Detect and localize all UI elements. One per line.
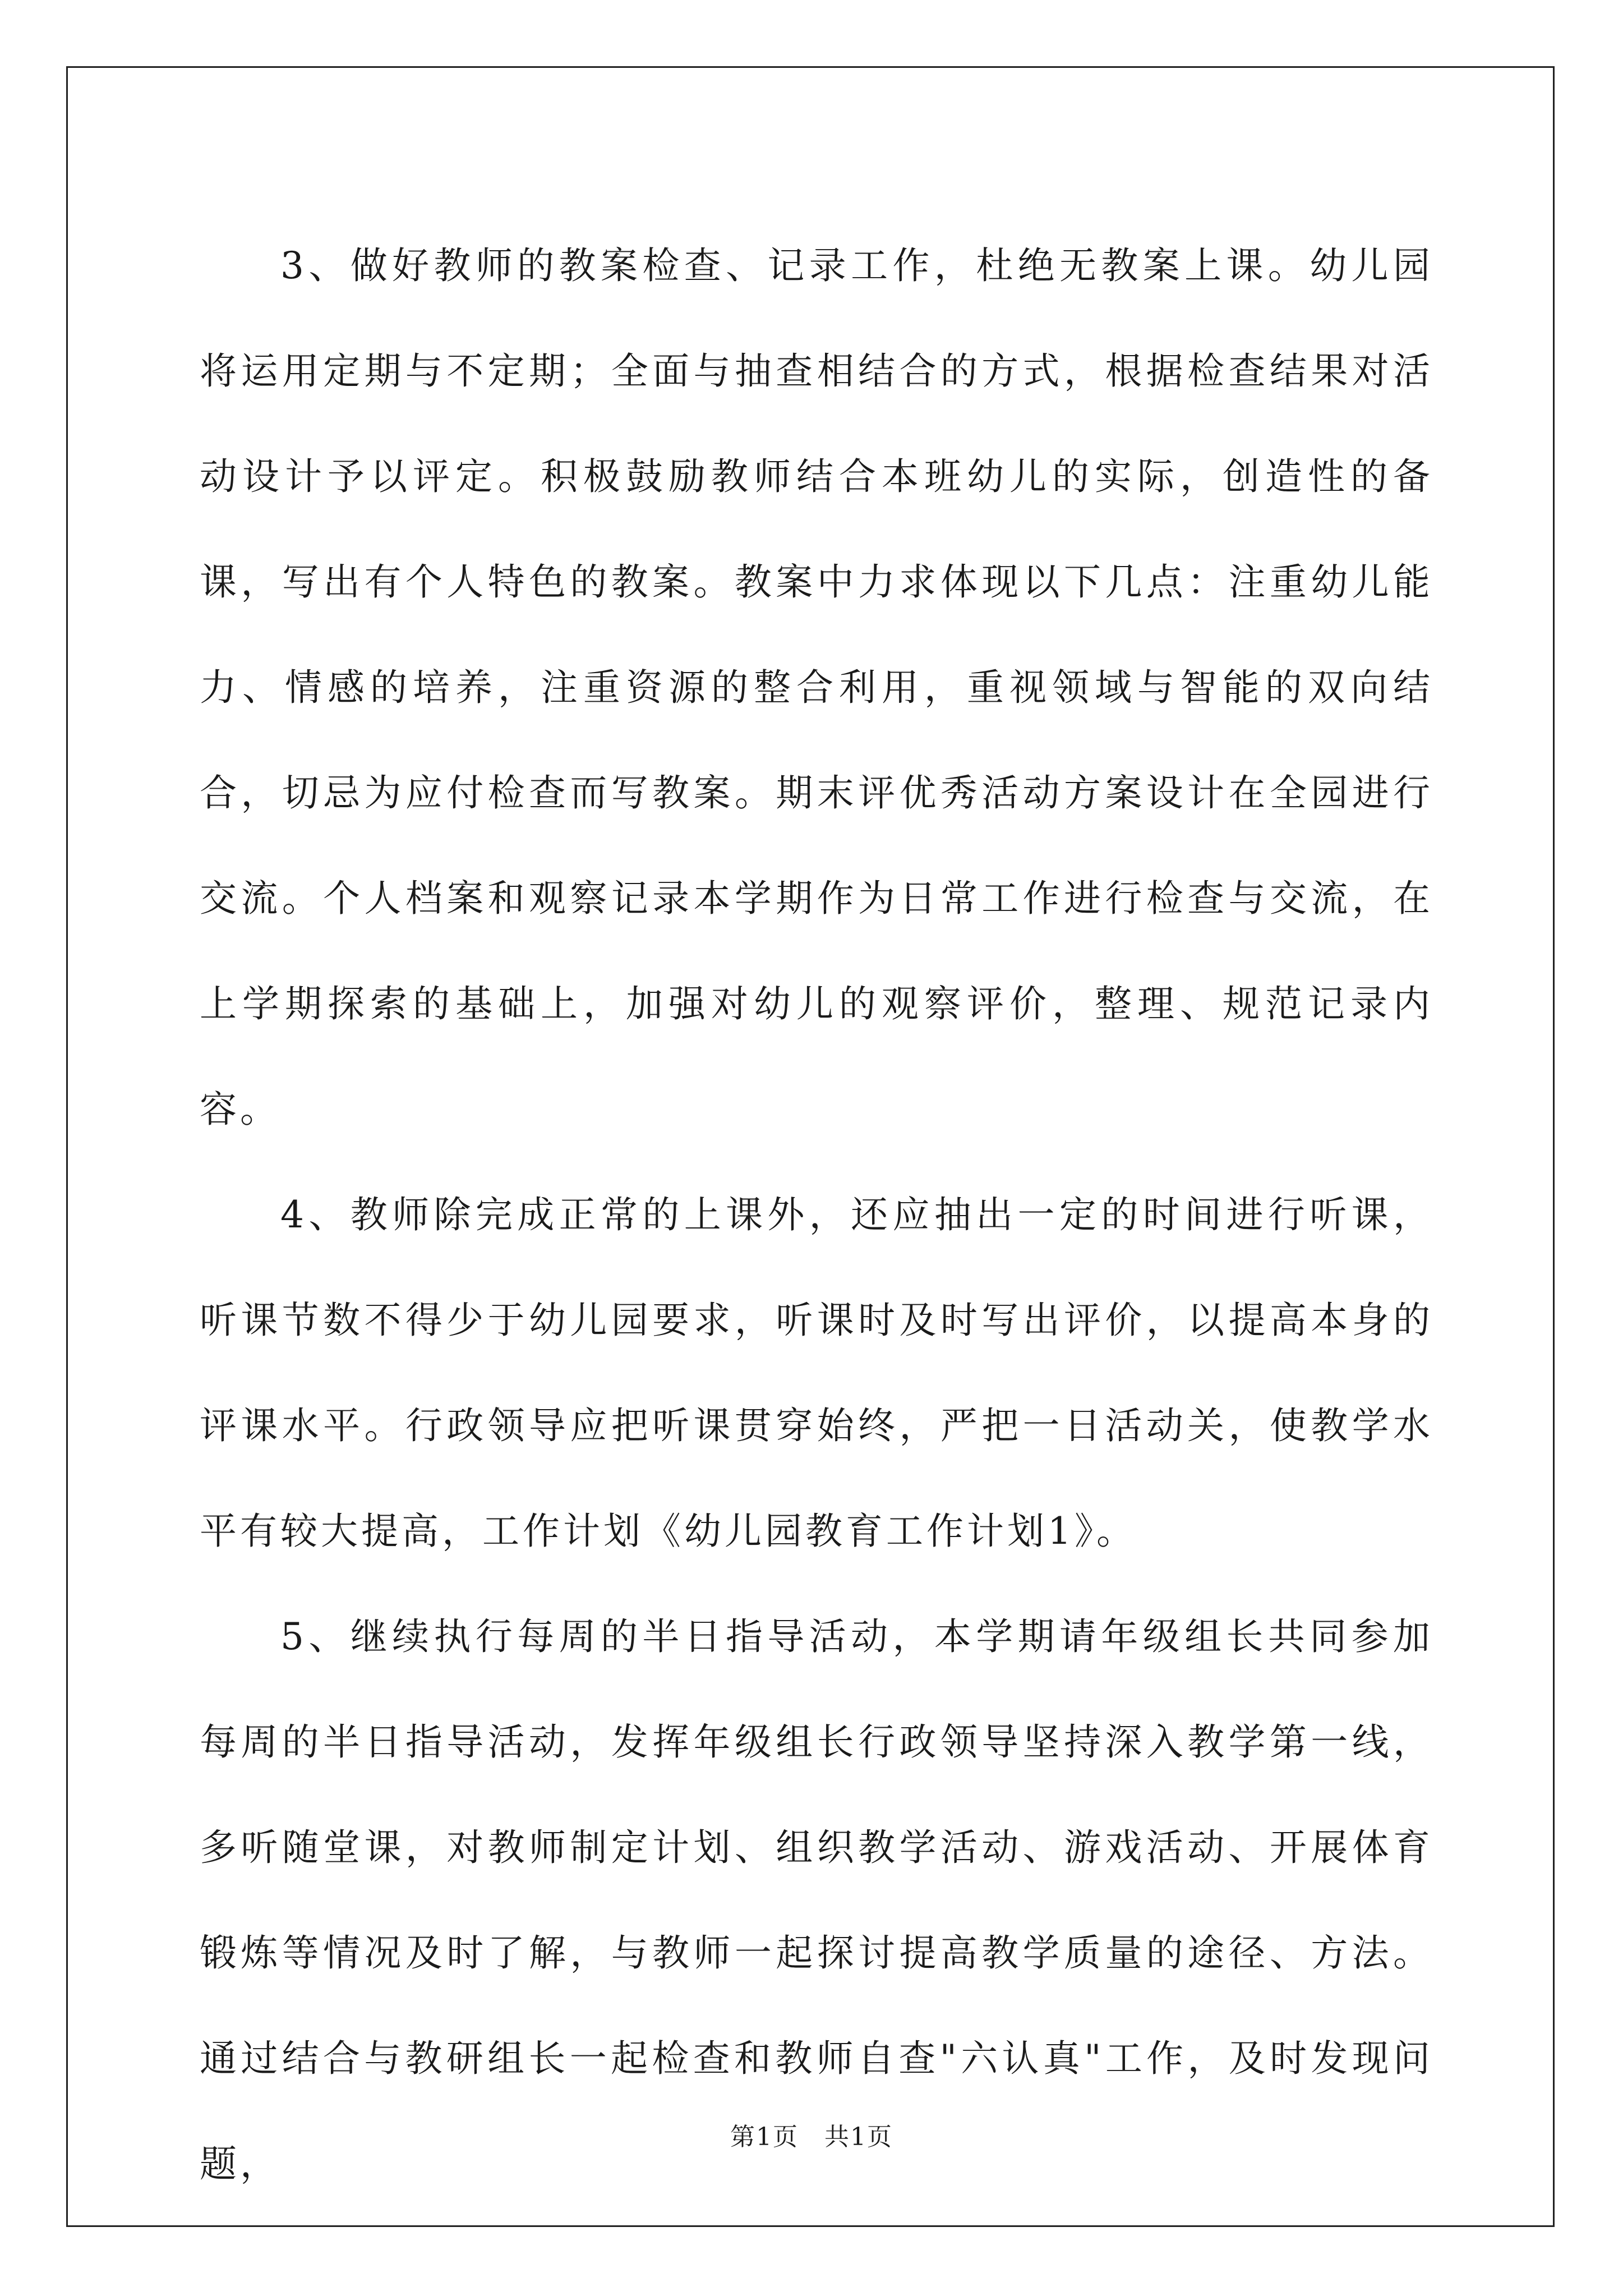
paragraph-item-3: 3、做好教师的教案检查、记录工作，杜绝无教案上课。幼儿园将运用定期与不定期；全面与抽查相结合的方式，根据检查结果对活动设计予以评定。积极鼓励教师结合本班幼儿的实际，创造性的备课，写出有个人特色的教案。教案中力求体现以下几点：注重幼儿能力、情感的培养，注重资源的整合利用，重视领域与智能的双向结合，切忌为应付检查而写教案。期末评优秀活动方案设计在全园进行交流。个人档案和观察记录本学期作为日常工作进行检查与交流，在上学期探索的基础上，加强对幼儿的观察评价，整理、规范记录内容。 (200, 244, 1433, 1131)
document-body (200, 213, 1433, 2217)
page-footer: 第1页 共1页 (730, 2123, 893, 2151)
paragraph-item-4: 4、教师除完成正常的上课外，还应抽出一定的时间进行听课，听课节数不得少于幼儿园要求，听课时及时写出评价，以提高本身的评课水平。行政领导应把听课贯穿始终，严把一日活动关，使教学水平有较大提高，工作计划《幼儿园教育工作计划1》。 (200, 1193, 1433, 1553)
paragraph-item-5: 5、继续执行每周的半日指导活动，本学期请年级组长共同参加每周的半日指导活动，发挥年级组长行政领导坚持深入教学第一线，多听随堂课，对教师制定计划、组织教学活动、游戏活动、开展体育锻炼等情况及时了解，与教师一起探讨提高教学质量的途径、方法。通过结合与教研组长一起检查和教师自查"六认真"工作，及时发现问题， (200, 1615, 1433, 2185)
